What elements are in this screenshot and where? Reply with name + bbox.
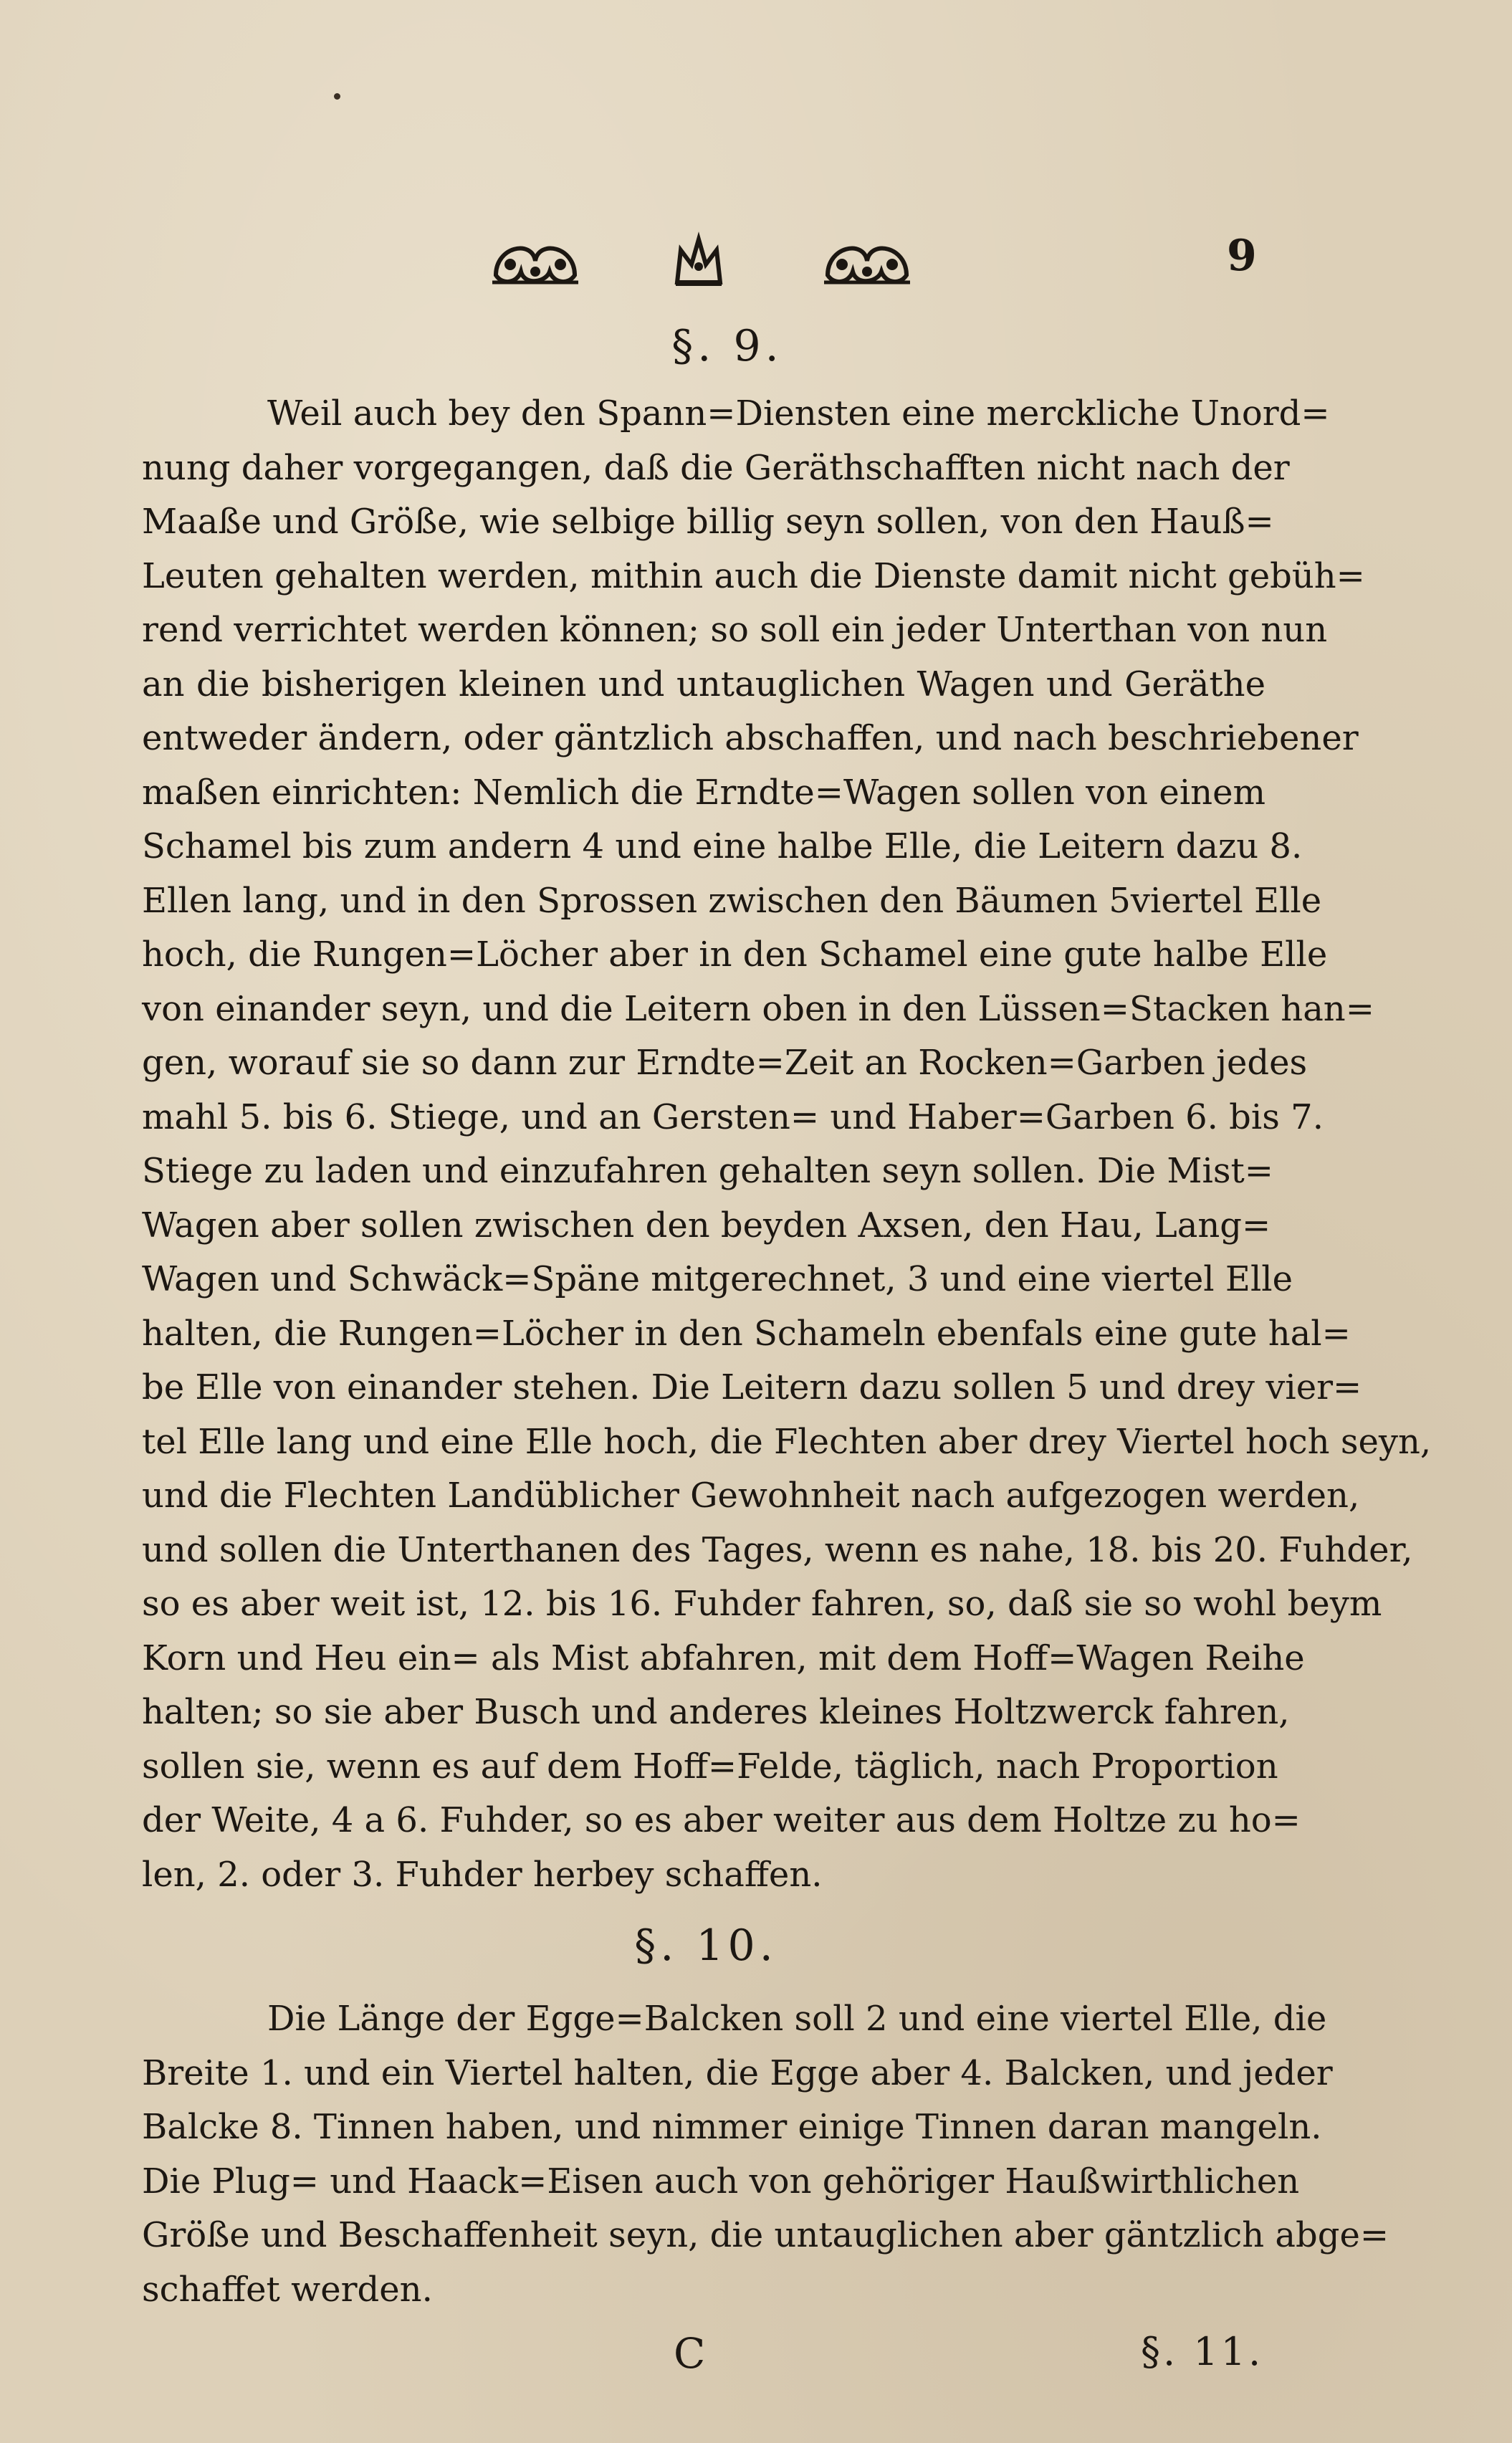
running-head (0, 222, 1512, 301)
text-line: entweder ändern, oder gäntzlich abschaffen, und nach beschriebener (142, 718, 1359, 758)
text-line: rend verrichtet werden können; so soll ein jeder Unterthan von nun (142, 610, 1328, 650)
text-line: len, 2. oder 3. Fuhder herbey schaffen. (142, 1854, 823, 1895)
text-line: Balcke 8. Tinnen haben, und nimmer einige Tinnen daran mangeln. (142, 2107, 1322, 2147)
text-line: Stiege zu laden und einzufahren gehalten seyn sollen. Die Mist= (142, 1151, 1273, 1191)
text-line: Schamel bis zum andern 4 und eine halbe Elle, die Leitern dazu 8. (142, 826, 1303, 866)
section-10-body (142, 1992, 1389, 2317)
text-line: nung daher vorgegangen, daß die Geräthschafften nicht nach der (142, 447, 1290, 488)
crown-ornament-icon (670, 232, 727, 290)
scroll-ornament-right-icon (820, 232, 914, 290)
signature-mark: C (674, 2329, 706, 2378)
section-9-heading: §. 9. (671, 321, 783, 371)
section-9-body (142, 387, 1432, 1902)
text-line: halten; so sie aber Busch und anderes kleines Holtzwerck fahren, (142, 1692, 1290, 1732)
text-line: so es aber weit ist, 12. bis 16. Fuhder fahren, so, daß sie so wohl beym (142, 1584, 1382, 1624)
text-line: der Weite, 4 a 6. Fuhder, so es aber weiter aus dem Holtze zu ho= (142, 1800, 1301, 1840)
text-line: Leuten gehalten werden, mithin auch die Dienste damit nicht gebüh= (142, 555, 1365, 596)
text-line: maßen einrichten: Nemlich die Erndte=Wagen sollen von einem (142, 772, 1265, 813)
text-line: sollen sie, wenn es auf dem Hoff=Felde, täglich, nach Proportion (142, 1746, 1278, 1787)
text-line: von einander seyn, und die Leitern oben in den Lüssen=Stacken han= (142, 988, 1374, 1029)
text-line: Wagen aber sollen zwischen den beyden Axsen, den Hau, Lang= (142, 1205, 1271, 1246)
text-line: und die Flechten Landüblicher Gewohnheit nach aufgezogen werden, (142, 1476, 1360, 1516)
section-10-heading: §. 10. (634, 1921, 777, 1971)
ink-speck (334, 93, 340, 100)
text-line: Die Länge der Egge=Balcken soll 2 und eine viertel Elle, die (267, 1999, 1327, 2039)
text-line: mahl 5. bis 6. Stiege, und an Gersten= und Haber=Garben 6. bis 7. (142, 1096, 1324, 1137)
text-line: tel Elle lang und eine Elle hoch, die Flechten aber drey Viertel hoch seyn, (142, 1421, 1432, 1462)
text-line: hoch, die Rungen=Löcher aber in den Schamel eine gute halbe Elle (142, 934, 1328, 975)
scroll-ornament-left-icon (489, 232, 582, 290)
text-line: gen, worauf sie so dann zur Erndte=Zeit an Rocken=Garben jedes (142, 1043, 1308, 1083)
text-line: Ellen lang, und in den Sprossen zwischen den Bäumen 5viertel Elle (142, 880, 1322, 921)
text-line: Größe und Beschaffenheit seyn, die untauglichen aber gäntzlich abge= (142, 2215, 1389, 2255)
text-line: Korn und Heu ein= als Mist abfahren, mit dem Hoff=Wagen Reihe (142, 1638, 1305, 1678)
text-line: Weil auch bey den Spann=Diensten eine merckliche Unord= (267, 393, 1330, 434)
catchword: §. 11. (1141, 2329, 1264, 2374)
text-line: Die Plug= und Haack=Eisen auch von gehöriger Haußwirthlichen (142, 2161, 1300, 2201)
text-line: Wagen und Schwäck=Späne mitgerechnet, 3 und eine viertel Elle (142, 1259, 1293, 1299)
text-line: be Elle von einander stehen. Die Leitern dazu sollen 5 und drey vier= (142, 1367, 1362, 1407)
text-line: Breite 1. und ein Viertel halten, die Egge aber 4. Balcken, und jeder (142, 2052, 1333, 2093)
text-line: an die bisherigen kleinen und untauglichen Wagen und Geräthe (142, 664, 1265, 704)
text-line: schaffet werden. (142, 2269, 433, 2310)
text-line: halten, die Rungen=Löcher in den Schameln ebenfals eine gute hal= (142, 1313, 1351, 1354)
page-number: 9 (1227, 231, 1257, 281)
text-line: und sollen die Unterthanen des Tages, wenn es nahe, 18. bis 20. Fuhder, (142, 1529, 1413, 1570)
text-line: Maaße und Größe, wie selbige billig seyn sollen, von den Hauß= (142, 502, 1274, 542)
